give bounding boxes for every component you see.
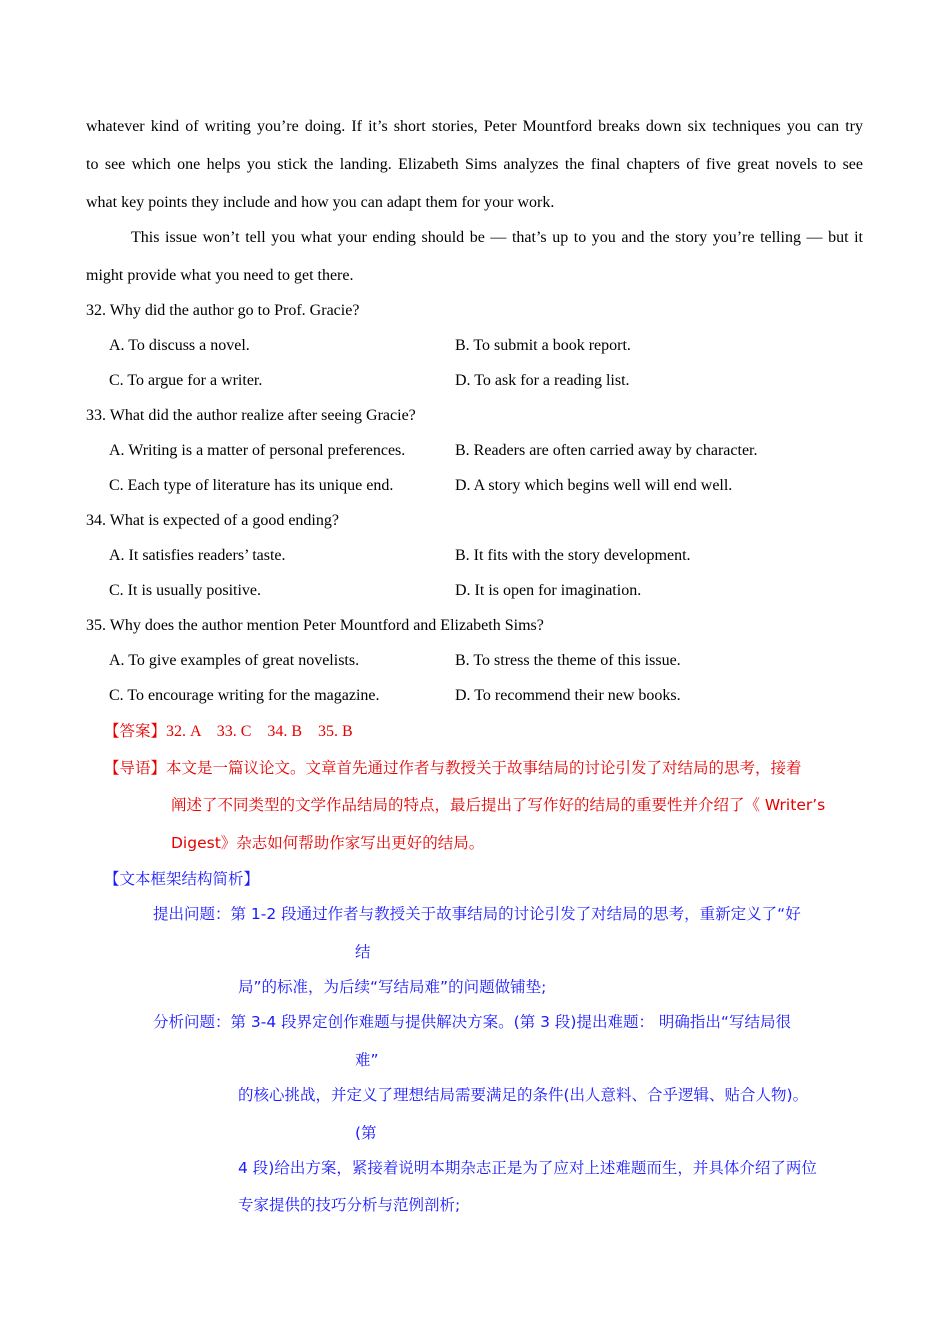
- option-d: D. It is open for imagination.: [455, 582, 642, 599]
- framework-line: 局”的标准，为后续“写结局难”的问题做铺垫;: [238, 978, 547, 996]
- answer-line: [104, 721, 353, 742]
- framework-line: 难”: [355, 1051, 379, 1069]
- guide-line: 阐述了不同类型的文学作品结局的特点，最后提出了写作好的结局的重要性并介绍了《 Writer’s: [171, 796, 826, 814]
- question-stem: 35. Why does the author mention Peter Mountford and Elizabeth Sims?: [86, 617, 544, 634]
- guide-line: [104, 758, 802, 779]
- guide-text: 本文是一篇议论文。文章首先通过作者与教授关于故事结局的讨论引发了对结局的思考，接着: [166, 759, 802, 777]
- passage-line: whatever kind of writing you’re doing. If it’s short stories, Peter Mountford breaks down six techniques you can try: [86, 118, 863, 135]
- option-c: C. It is usually positive.: [109, 582, 261, 599]
- option-a: A. Writing is a matter of personal preferences.: [109, 442, 406, 459]
- passage-line: This issue won’t tell you what your ending should be — that’s up to you and the story you’re telling — but it: [131, 229, 863, 246]
- passage-line: might provide what you need to get there.: [86, 267, 354, 284]
- option-a: A. It satisfies readers’ taste.: [109, 547, 286, 564]
- framework-line: 4 段)给出方案，紧接着说明本期杂志正是为了应对上述难题而生，并具体介绍了两位: [238, 1159, 817, 1177]
- passage-line: what key points they include and how you can adapt them for your work.: [86, 194, 555, 211]
- framework-line: 专家提供的技巧分析与范例剖析;: [238, 1196, 461, 1214]
- option-c: C. Each type of literature has its unique end.: [109, 477, 394, 494]
- question-stem: 34. What is expected of a good ending?: [86, 512, 339, 529]
- framework-label: 【文本框架结构简析】: [104, 870, 260, 888]
- option-d: D. To recommend their new books.: [455, 687, 681, 704]
- option-a: A. To discuss a novel.: [109, 337, 250, 354]
- guide-label: 【导语】: [104, 759, 167, 777]
- question-stem: 33. What did the author realize after seeing Gracie?: [86, 407, 416, 424]
- framework-line: 分析问题：第 3-4 段界定创作难题与提供解决方案。(第 3 段)提出难题： 明确指出“写结局很: [153, 1013, 791, 1031]
- option-a: A. To give examples of great novelists.: [109, 652, 360, 669]
- option-b: B. Readers are often carried away by character.: [455, 442, 758, 459]
- passage-line: to see which one helps you stick the landing. Elizabeth Sims analyzes the final chapters of five great novels to see: [86, 156, 863, 173]
- framework-line: (第: [355, 1124, 377, 1142]
- answer-label: 【答案】: [104, 722, 167, 740]
- option-b: B. To submit a book report.: [455, 337, 631, 354]
- framework-line: 提出问题：第 1-2 段通过作者与教授关于故事结局的讨论引发了对结局的思考，重新定义了“好: [153, 905, 801, 923]
- option-d: D. A story which begins well will end well.: [455, 477, 733, 494]
- answer-text: 32. A 33. C 34. B 35. B: [166, 723, 353, 740]
- option-b: B. It fits with the story development.: [455, 547, 691, 564]
- option-c: C. To encourage writing for the magazine.: [109, 687, 380, 704]
- option-b: B. To stress the theme of this issue.: [455, 652, 681, 669]
- question-stem: 32. Why did the author go to Prof. Gracie?: [86, 302, 360, 319]
- framework-line: 结: [355, 943, 371, 961]
- option-c: C. To argue for a writer.: [109, 372, 263, 389]
- option-d: D. To ask for a reading list.: [455, 372, 630, 389]
- framework-line: 的核心挑战，并定义了理想结局需要满足的条件(出人意料、合乎逻辑、贴合人物)。: [238, 1086, 809, 1104]
- guide-line: Digest》杂志如何帮助作家写出更好的结局。: [171, 834, 485, 852]
